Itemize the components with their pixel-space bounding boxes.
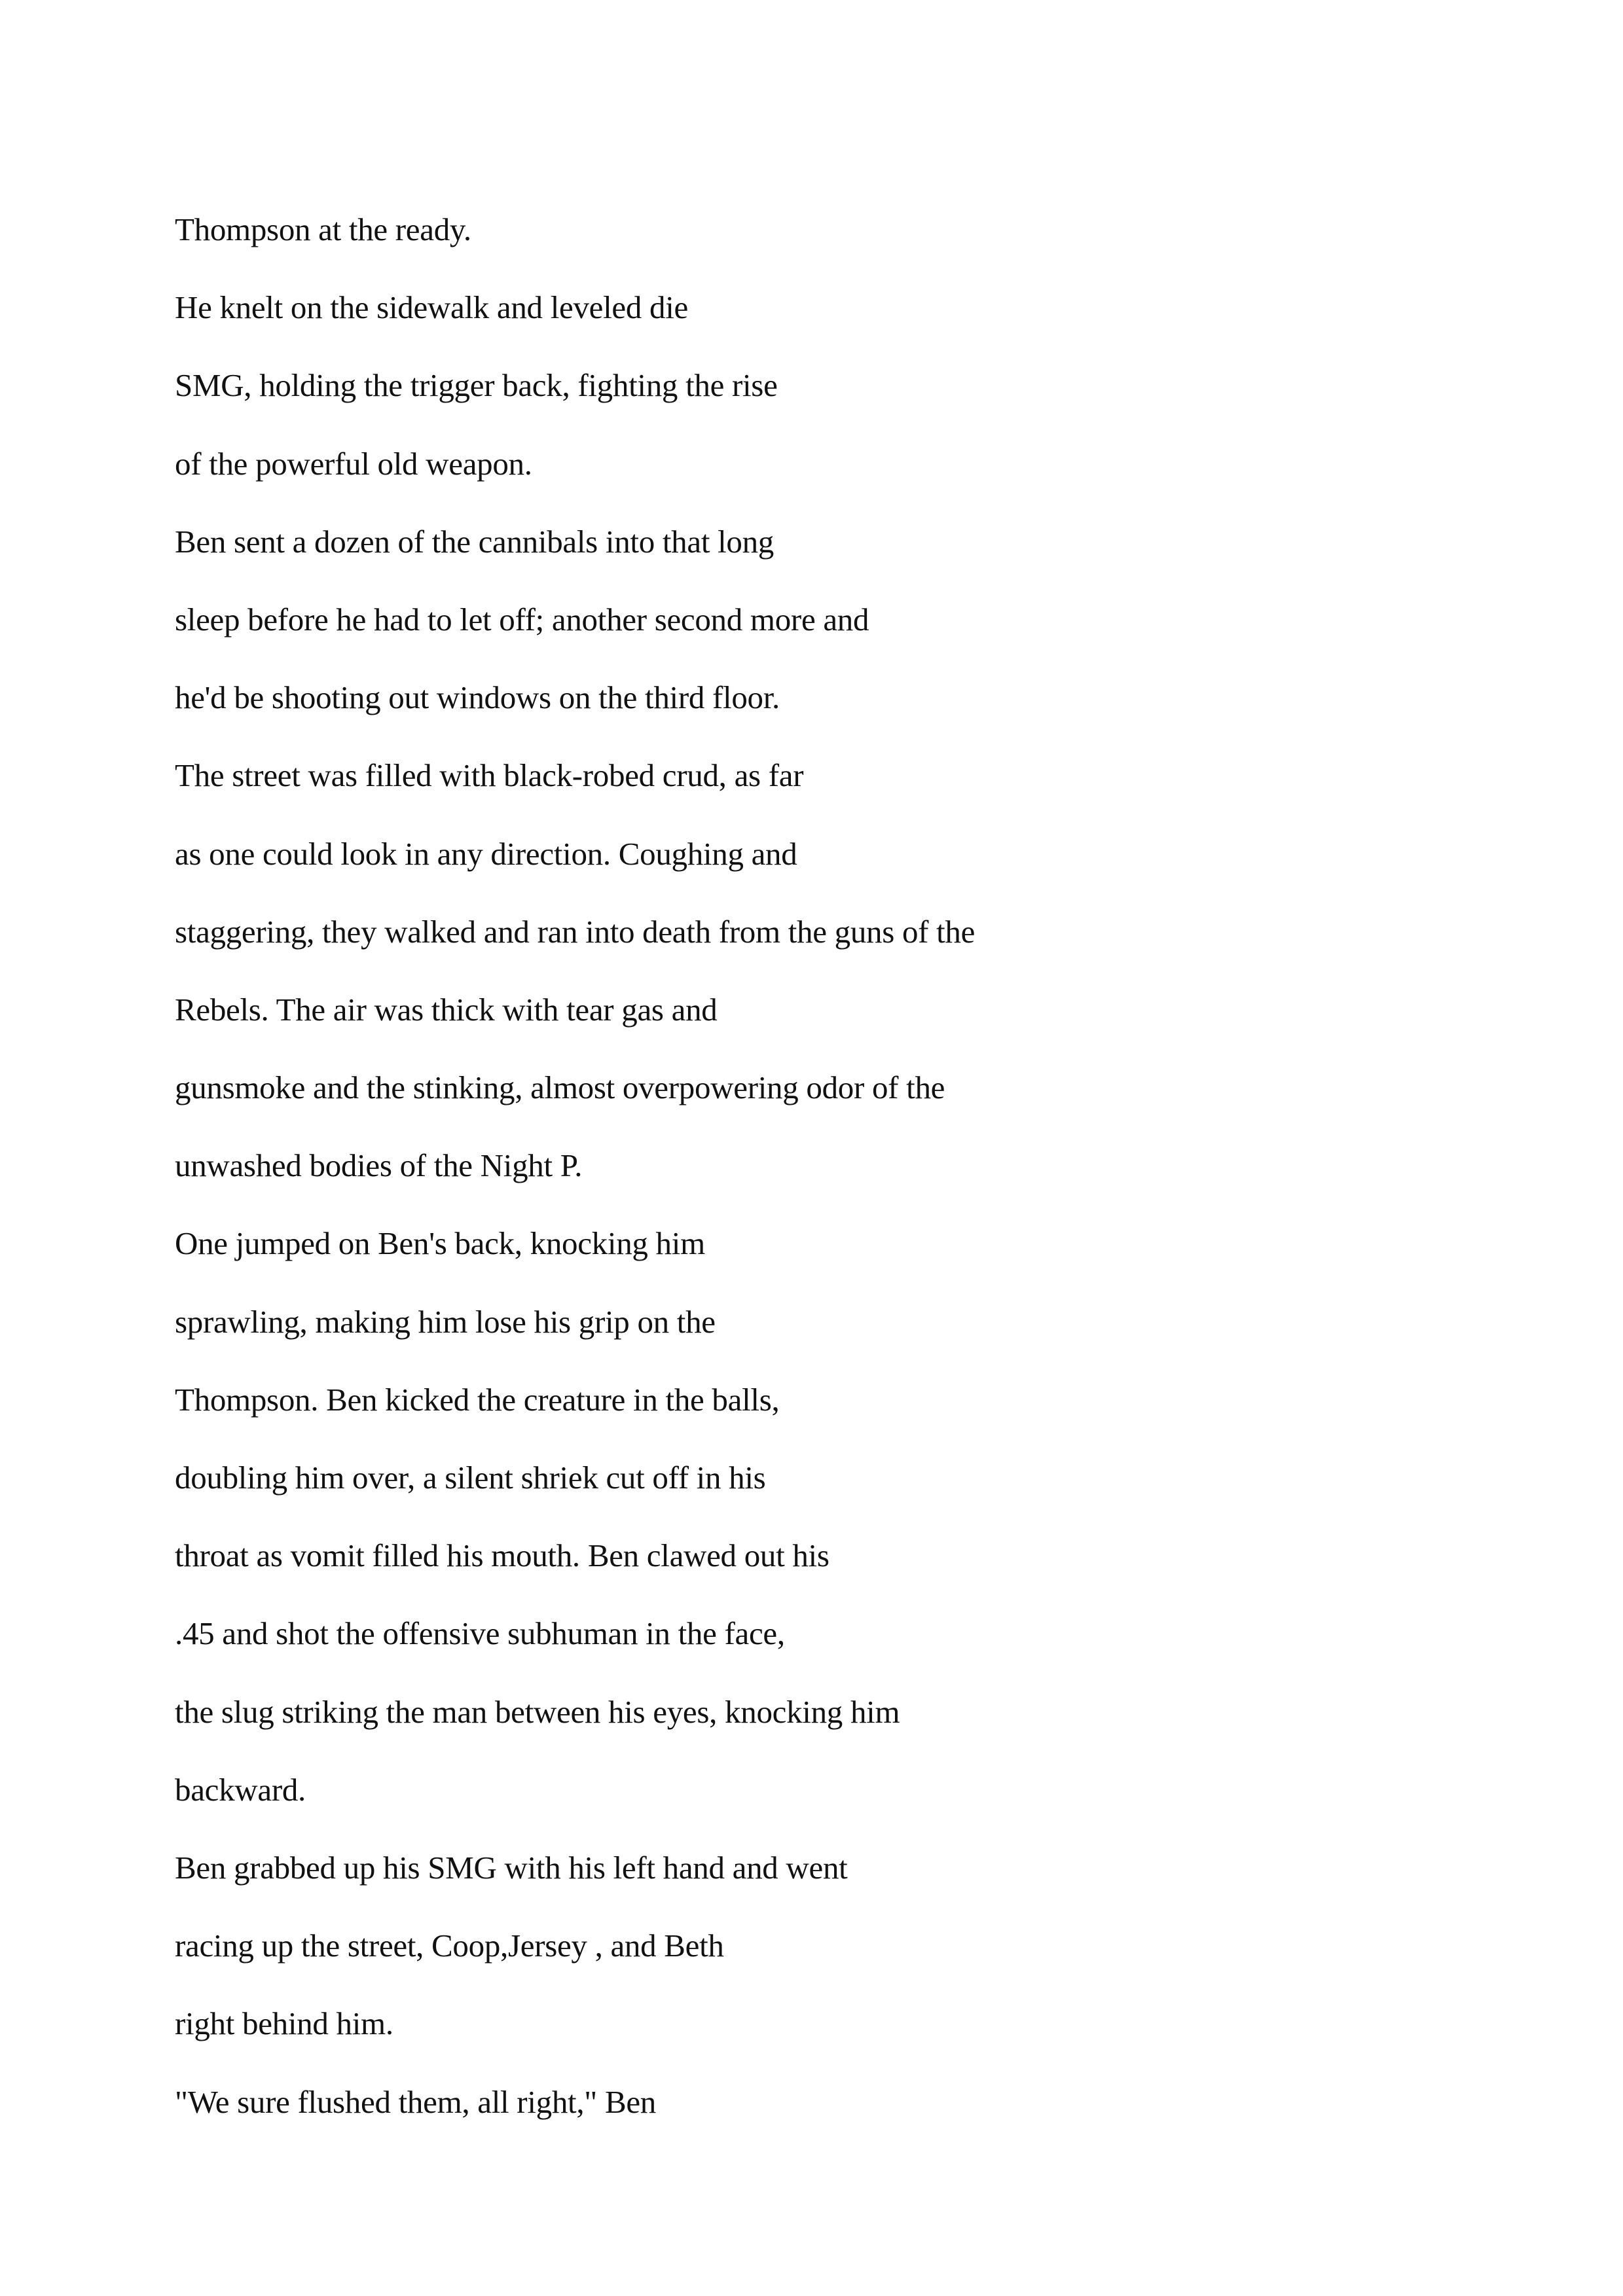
text-line: the slug striking the man between his eyes, knocking him xyxy=(175,1693,900,1730)
text-line: of the powerful old weapon. xyxy=(175,445,532,482)
text-line: as one could look in any direction. Coughing and xyxy=(175,835,797,872)
text-line: "We sure flushed them, all right," Ben xyxy=(175,2083,656,2120)
text-line: The street was filled with black-robed crud, as far xyxy=(175,757,804,794)
text-line: sprawling, making him lose his grip on the xyxy=(175,1303,716,1340)
text-line: SMG, holding the trigger back, fighting the rise xyxy=(175,367,778,404)
text-line: unwashed bodies of the Night P. xyxy=(175,1147,583,1184)
text-line: right behind him. xyxy=(175,2005,393,2042)
text-line: gunsmoke and the stinking, almost overpowering odor of the xyxy=(175,1069,945,1106)
text-line: Thompson at the ready. xyxy=(175,211,471,247)
text-line: he'd be shooting out windows on the third floor. xyxy=(175,679,780,716)
text-line: backward. xyxy=(175,1771,306,1808)
text-line: Ben grabbed up his SMG with his left hand and went xyxy=(175,1849,848,1886)
text-line: Ben sent a dozen of the cannibals into that long xyxy=(175,523,774,560)
text-line: .45 and shot the offensive subhuman in the face, xyxy=(175,1615,785,1652)
text-line: staggering, they walked and ran into death from the guns of the xyxy=(175,913,976,950)
text-line: racing up the street, Coop,Jersey , and Beth xyxy=(175,1928,724,1964)
text-line: Rebels. The air was thick with tear gas and xyxy=(175,991,718,1028)
text-line: doubling him over, a silent shriek cut off in his xyxy=(175,1460,766,1496)
text-line: He knelt on the sidewalk and leveled die xyxy=(175,289,688,326)
text-line: throat as vomit filled his mouth. Ben clawed out his xyxy=(175,1537,830,1574)
text-line: sleep before he had to let off; another second more and xyxy=(175,601,869,637)
body-text xyxy=(175,190,1484,2141)
text-line: Thompson. Ben kicked the creature in the balls, xyxy=(175,1381,780,1418)
text-line: One jumped on Ben's back, knocking him xyxy=(175,1225,705,1262)
